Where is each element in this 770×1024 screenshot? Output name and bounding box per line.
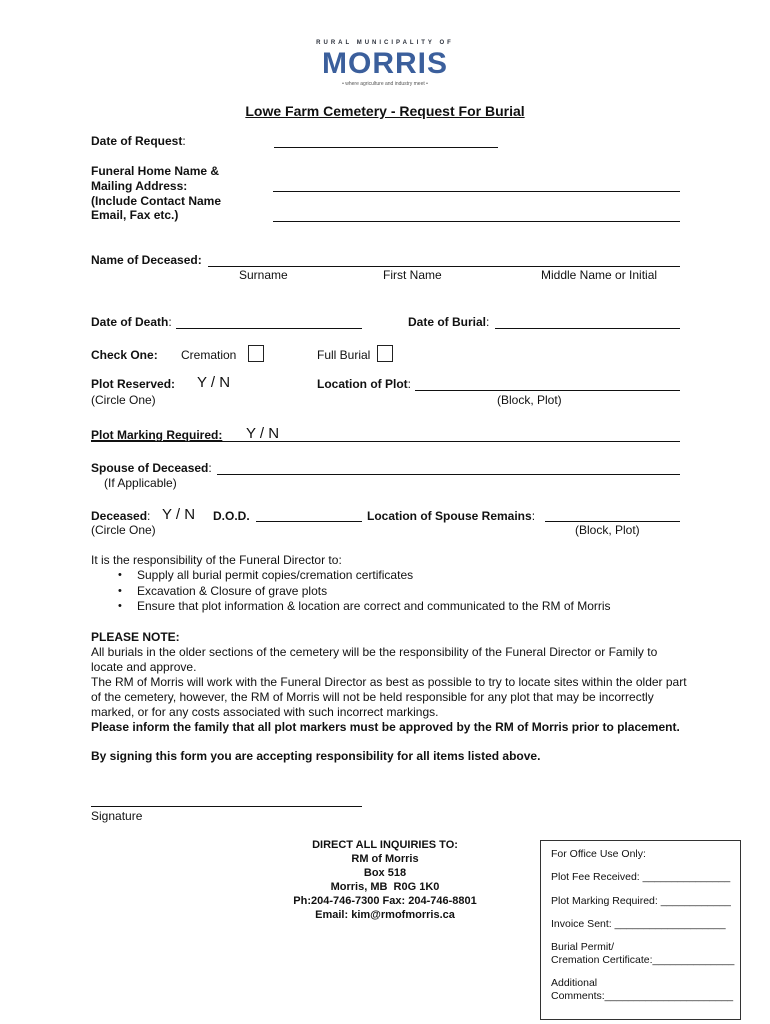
- cremation-label: Cremation: [181, 348, 237, 362]
- note-bold-paragraph-1: Please inform the family that all plot markers must be approved by the RM of Morris prior to placement.: [91, 720, 680, 734]
- funeral-home-label-1: Funeral Home Name &: [91, 164, 220, 178]
- note-paragraph-2: The RM of Morris will work with the Funeral Director as best as possible to try to locate sites within the older part of the cemetery, however, the RM of Morris will not be held responsible for any plot that may be incorrectly marked, or for any costs associated with such incorrect markings.: [91, 675, 687, 719]
- date-of-request-field[interactable]: [274, 147, 498, 148]
- date-of-death-label: Date of Death:: [91, 315, 172, 329]
- funeral-home-label-3: (Include Contact Name: [91, 194, 222, 208]
- responsibility-intro: It is the responsibility of the Funeral Director to:: [91, 553, 342, 567]
- bullet-icon: •: [118, 584, 122, 597]
- comments-field[interactable]: Comments:______________________: [551, 990, 734, 1002]
- middle-name-caption: Middle Name or Initial: [541, 268, 658, 282]
- office-plot-marking-field[interactable]: Plot Marking Required: ____________: [551, 895, 731, 907]
- spouse-remains-label: Location of Spouse Remains:: [367, 509, 536, 523]
- dod-field[interactable]: [256, 521, 362, 522]
- surname-caption: Surname: [239, 268, 288, 282]
- spouse-remains-field[interactable]: [545, 521, 680, 522]
- plot-reserved-yn[interactable]: Y / N: [197, 374, 231, 391]
- name-of-deceased-field[interactable]: [208, 266, 680, 267]
- full-burial-checkbox[interactable]: [377, 345, 393, 362]
- location-of-plot-label: Location of Plot:: [317, 377, 411, 391]
- page-title: Lowe Farm Cemetery - Request For Burial: [245, 103, 525, 119]
- logo-tagline: • where agriculture and industry meet •: [342, 81, 428, 87]
- spouse-of-deceased-label: Spouse of Deceased:: [91, 461, 212, 475]
- signature-label: Signature: [91, 809, 143, 823]
- funeral-home-field-1[interactable]: [273, 191, 680, 192]
- logo-name: MORRIS: [322, 47, 448, 80]
- date-of-burial-field[interactable]: [495, 328, 680, 329]
- list-item: • Excavation & Closure of grave plots: [118, 583, 328, 598]
- cremation-checkbox[interactable]: [248, 345, 264, 362]
- inquiries-email: Email: kim@rmofmorris.ca: [315, 909, 455, 921]
- if-applicable-caption: (If Applicable): [104, 476, 177, 490]
- bullet-icon: •: [118, 569, 122, 581]
- date-of-burial-label: Date of Burial:: [408, 315, 490, 329]
- invoice-sent-field[interactable]: Invoice Sent: ___________________: [551, 918, 726, 930]
- plot-fee-received-field[interactable]: Plot Fee Received: _______________: [551, 871, 731, 883]
- date-of-request-label: Date of Request:: [91, 134, 186, 148]
- office-use-box: [540, 840, 741, 1020]
- funeral-home-label-4: Email, Fax etc.): [91, 208, 179, 222]
- plot-marking-label: Plot Marking Required:: [91, 428, 223, 442]
- responsibility-list: [118, 568, 697, 615]
- deceased-label: Deceased:: [91, 509, 151, 523]
- list-item: • Ensure that plot information & location are correct and communicated to the RM of Morris: [118, 599, 611, 613]
- plot-marking-yn[interactable]: Y / N: [246, 425, 280, 442]
- spouse-of-deceased-field[interactable]: [217, 474, 680, 475]
- funeral-home-label-2: Mailing Address:: [91, 179, 188, 193]
- first-name-caption: First Name: [383, 268, 442, 282]
- note-paragraph-1: All burials in the older sections of the cemetery will be the responsibility of the Funeral Director or Family to locate and approve.: [91, 645, 658, 674]
- office-use-title: For Office Use Only:: [551, 848, 646, 860]
- check-one-label: Check One:: [91, 348, 158, 362]
- inquiries-city: Morris, MB R0G 1K0: [330, 881, 440, 893]
- cremation-certificate-field[interactable]: Cremation Certificate:______________: [551, 954, 735, 966]
- full-burial-label: Full Burial: [317, 348, 371, 362]
- inquiries-heading: DIRECT ALL INQUIRIES TO:: [312, 839, 458, 851]
- burial-permit-label: Burial Permit/: [551, 941, 615, 953]
- plot-reserved-label: Plot Reserved:: [91, 377, 176, 391]
- bullet-icon: •: [118, 600, 122, 612]
- location-block-plot-caption: (Block, Plot): [497, 393, 562, 407]
- location-of-plot-field[interactable]: [415, 390, 680, 391]
- date-of-death-field[interactable]: [176, 328, 362, 329]
- logo-top-text: RURAL MUNICIPALITY OF: [316, 40, 454, 46]
- additional-label: Additional: [551, 977, 598, 989]
- inquiries-box: Box 518: [363, 867, 407, 879]
- deceased-yn[interactable]: Y / N: [162, 506, 196, 523]
- plot-reserved-circle-one: (Circle One): [91, 393, 156, 407]
- name-of-deceased-label: Name of Deceased:: [91, 253, 202, 267]
- plot-marking-field[interactable]: [91, 441, 680, 442]
- municipality-logo: [300, 40, 470, 92]
- list-item: • Supply all burial permit copies/cremation certificates: [118, 568, 414, 582]
- deceased-circle-one: (Circle One): [91, 523, 156, 537]
- note-bold-paragraph-2: By signing this form you are accepting responsibility for all items listed above.: [91, 749, 541, 763]
- please-note-heading: PLEASE NOTE:: [91, 630, 180, 644]
- signature-field[interactable]: [91, 806, 362, 807]
- dod-label: D.O.D.: [213, 509, 250, 523]
- funeral-home-field-2[interactable]: [273, 221, 680, 222]
- spouse-block-plot-caption: (Block, Plot): [575, 523, 640, 537]
- inquiries-name: RM of Morris: [351, 853, 419, 865]
- inquiries-phone: Ph:204-746-7300 Fax: 204-746-8801: [293, 895, 477, 907]
